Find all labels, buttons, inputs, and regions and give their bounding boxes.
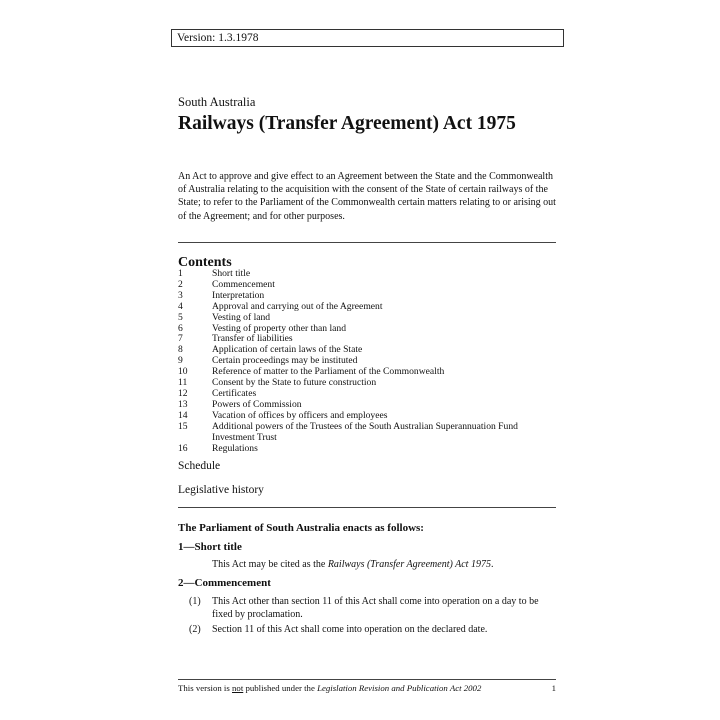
toc-item-number: 15 xyxy=(178,420,188,432)
act-short-title: Railways (Transfer Agreement) Act 1975 xyxy=(327,559,491,570)
toc-item-number: 1 xyxy=(178,268,183,279)
subsection-2-1 xyxy=(189,596,549,621)
toc-item-number: 8 xyxy=(178,344,183,356)
jurisdiction-label: South Australia xyxy=(178,95,256,109)
toc-item-number: 12 xyxy=(178,387,188,399)
toc-item-title: Short title xyxy=(212,268,251,279)
footer-text-prefix: This version is xyxy=(178,683,233,693)
subsection-text: Section 11 of this Act shall come into operation on the declared date. xyxy=(212,624,488,635)
toc-legislative-history[interactable]: Legislative history xyxy=(178,484,264,496)
toc-item-number: 7 xyxy=(178,333,183,345)
section-1-text xyxy=(212,559,493,570)
toc-item-title: Commencement xyxy=(212,278,275,290)
section-1-heading: 1—Short title xyxy=(178,541,242,553)
toc-item-number: 16 xyxy=(178,442,188,454)
toc-item-number: 13 xyxy=(178,398,188,410)
divider-middle xyxy=(178,507,556,508)
footer-text-middle: published under the xyxy=(243,683,318,693)
toc-item[interactable] xyxy=(178,422,538,444)
toc-item-title: Consent by the State to future construction xyxy=(212,377,377,389)
toc-item-title: Certificates xyxy=(212,387,257,399)
toc-item-number: 11 xyxy=(178,377,188,389)
version-box: Version: 1.3.1978 xyxy=(171,29,564,47)
subsection-number: (2) xyxy=(189,624,201,635)
toc-item-number: 6 xyxy=(178,322,183,334)
toc-item-title: Powers of Commission xyxy=(212,398,302,410)
toc-item-number: 9 xyxy=(178,355,183,367)
toc-item-title: Vacation of offices by officers and employees xyxy=(212,409,388,421)
table-of-contents xyxy=(178,269,538,454)
toc-item[interactable] xyxy=(178,444,538,455)
section-1-text-prefix: This Act may be cited as the xyxy=(212,559,328,570)
toc-item-number: 14 xyxy=(178,409,188,421)
toc-item-title: Regulations xyxy=(212,442,258,454)
toc-item-title: Interpretation xyxy=(212,289,265,301)
toc-item-title: Reference of matter to the Parliament of the Commonwealth xyxy=(212,366,445,378)
contents-heading: Contents xyxy=(178,255,232,270)
act-title: Railways (Transfer Agreement) Act 1975 xyxy=(178,113,516,134)
subsection-number: (1) xyxy=(189,596,201,607)
page-number: 1 xyxy=(551,683,556,693)
toc-item-number: 3 xyxy=(178,289,183,301)
toc-item-title: Application of certain laws of the State xyxy=(212,344,363,356)
toc-item-number: 4 xyxy=(178,300,183,312)
footer-text-underlined: not xyxy=(232,683,244,693)
subsection-text: This Act other than section 11 of this Act shall come into operation on a day to be fixed by proclamation. xyxy=(212,596,539,620)
toc-item-number: 5 xyxy=(178,311,183,323)
divider-top xyxy=(178,242,556,243)
toc-item-title: Vesting of property other than land xyxy=(212,322,347,334)
toc-item-title: Certain proceedings may be instituted xyxy=(212,355,358,367)
toc-item-title: Additional powers of the Trustees of the South Australian Superannuation Fund Investment Trust xyxy=(212,420,518,443)
toc-item[interactable] xyxy=(178,302,538,313)
toc-item-number: 10 xyxy=(178,366,188,378)
toc-item-title: Transfer of liabilities xyxy=(212,333,293,345)
section-2-heading: 2—Commencement xyxy=(178,577,271,589)
toc-item-title: Approval and carrying out of the Agreement xyxy=(212,300,383,312)
subsection-2-2 xyxy=(189,624,549,637)
toc-item-title: Vesting of land xyxy=(212,311,271,323)
footer-note xyxy=(178,683,481,693)
enacting-formula: The Parliament of South Australia enacts as follows: xyxy=(178,522,424,534)
section-1-text-suffix: . xyxy=(490,559,494,570)
long-title: An Act to approve and give effect to an Agreement between the State and the Commonwealth of Australia relating to the acquisition with the consent of the State of certain railways of the State; to refer to the Parliament of the Commonwealth certain matters relating to or arising out of the Agreement; and for other purposes. xyxy=(178,171,556,222)
footer-act-reference: Legislation Revision and Publication Act 2002 xyxy=(317,683,482,693)
divider-footer xyxy=(178,679,556,680)
toc-item[interactable] xyxy=(178,313,538,324)
page-footer xyxy=(178,683,556,693)
toc-schedule[interactable]: Schedule xyxy=(178,460,221,472)
toc-item-number: 2 xyxy=(178,278,183,290)
